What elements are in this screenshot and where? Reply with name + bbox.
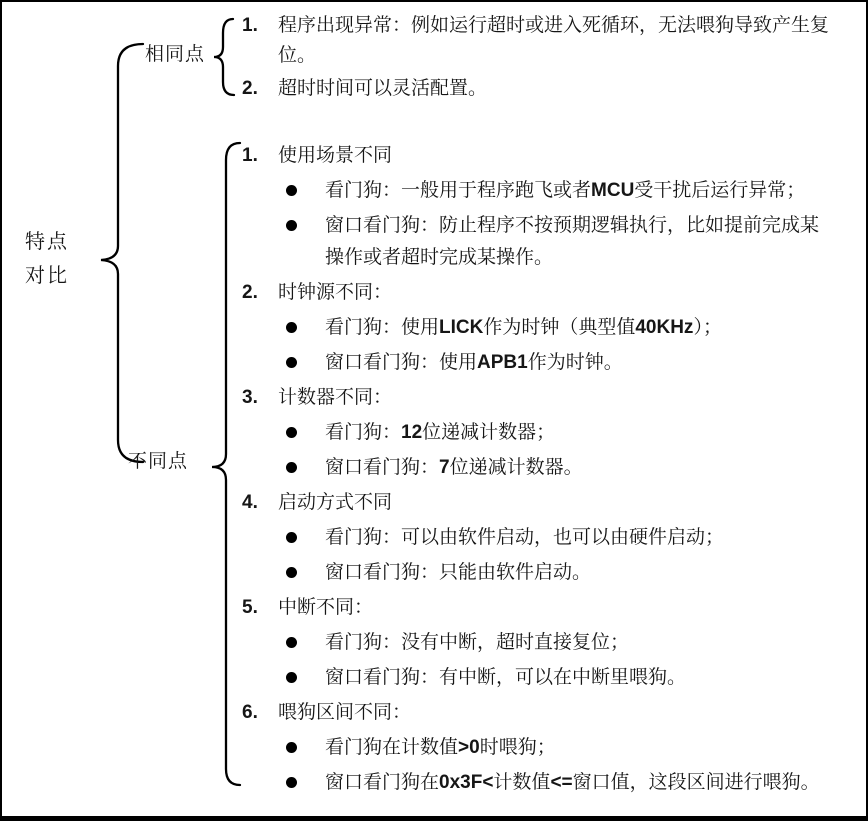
bullet-icon — [285, 662, 325, 694]
diff-brace — [212, 143, 240, 785]
item-text: 超时时间可以灵活配置。 — [278, 78, 488, 99]
bullet-item — [242, 452, 834, 484]
bullet-item — [242, 175, 834, 207]
bullet-text: 看门狗：一般用于程序跑飞或者MCU受干扰后运行异常； — [325, 180, 806, 201]
bullet-text: 窗口看门狗：只能由软件启动。 — [325, 562, 592, 583]
similar-brace — [214, 19, 234, 95]
bullet-text: 窗口看门狗：7位递减计数器。 — [325, 457, 583, 478]
item-number: 3. — [242, 387, 258, 408]
bullet-item — [242, 732, 834, 764]
list-item — [242, 592, 834, 624]
bullet-text: 看门狗：12位递减计数器； — [325, 422, 556, 443]
bullet-text: 看门狗：没有中断，超时直接复位； — [325, 632, 630, 653]
bullet-item — [242, 767, 834, 799]
item-text: 中断不同： — [278, 597, 374, 618]
bullet-icon — [285, 452, 325, 484]
bullet-item — [242, 417, 834, 449]
root-label-line1: 特点 — [25, 231, 69, 253]
bullet-item — [242, 312, 834, 344]
item-number: 4. — [242, 492, 258, 513]
item-text: 使用场景不同 — [278, 145, 393, 166]
bullet-item — [242, 210, 834, 274]
item-number: 6. — [242, 702, 258, 723]
bullet-icon — [285, 627, 325, 659]
bullet-icon — [285, 732, 325, 764]
item-number: 1. — [242, 145, 258, 166]
item-number: 1. — [242, 15, 258, 36]
outer-brace — [101, 44, 143, 462]
bullet-text: 窗口看门狗：有中断，可以在中断里喂狗。 — [325, 667, 687, 688]
item-text: 喂狗区间不同： — [278, 702, 412, 723]
bullet-item — [242, 557, 834, 589]
root-label-line2: 对比 — [25, 265, 69, 287]
bullet-item — [242, 522, 834, 554]
bullet-text: 看门狗在计数值>0时喂狗； — [325, 737, 556, 758]
list-item — [242, 74, 834, 104]
bullet-icon — [285, 557, 325, 589]
item-text: 计数器不同： — [278, 387, 393, 408]
list-item — [242, 11, 834, 71]
item-text: 启动方式不同 — [278, 492, 393, 513]
bullet-item — [242, 627, 834, 659]
list-item — [242, 140, 834, 172]
bullet-text: 看门狗：使用LICK作为时钟（典型值40KHz）； — [325, 317, 722, 338]
bullet-text: 看门狗：可以由软件启动，也可以由硬件启动； — [325, 527, 725, 548]
bullet-icon — [285, 210, 325, 274]
similar-items — [242, 11, 834, 107]
list-item — [242, 697, 834, 729]
item-text: 程序出现异常：例如运行超时或进入死循环，无法喂狗导致产生复位。 — [278, 15, 830, 66]
list-item — [242, 487, 834, 519]
item-text: 时钟源不同： — [278, 282, 393, 303]
root-label — [25, 225, 69, 293]
bullet-icon — [285, 175, 325, 207]
bullet-text: 窗口看门狗在0x3F<计数值<=窗口值，这段区间进行喂狗。 — [325, 772, 820, 793]
bullet-text: 窗口看门狗：使用APB1作为时钟。 — [325, 352, 623, 373]
branch-label-similar: 相同点 — [145, 44, 206, 65]
bullet-text: 窗口看门狗：防止程序不按预期逻辑执行，比如提前完成某操作或者超时完成某操作。 — [325, 215, 820, 268]
bullet-icon — [285, 522, 325, 554]
bullet-icon — [285, 312, 325, 344]
item-number: 2. — [242, 282, 258, 303]
branch-label-diff: 不同点 — [128, 451, 189, 472]
item-number: 5. — [242, 597, 258, 618]
list-item — [242, 382, 834, 414]
item-number: 2. — [242, 78, 258, 99]
bullet-item — [242, 662, 834, 694]
list-item — [242, 277, 834, 309]
bullet-icon — [285, 417, 325, 449]
diff-items — [242, 140, 834, 802]
bullet-item — [242, 347, 834, 379]
bullet-icon — [285, 767, 325, 799]
bullet-icon — [285, 347, 325, 379]
